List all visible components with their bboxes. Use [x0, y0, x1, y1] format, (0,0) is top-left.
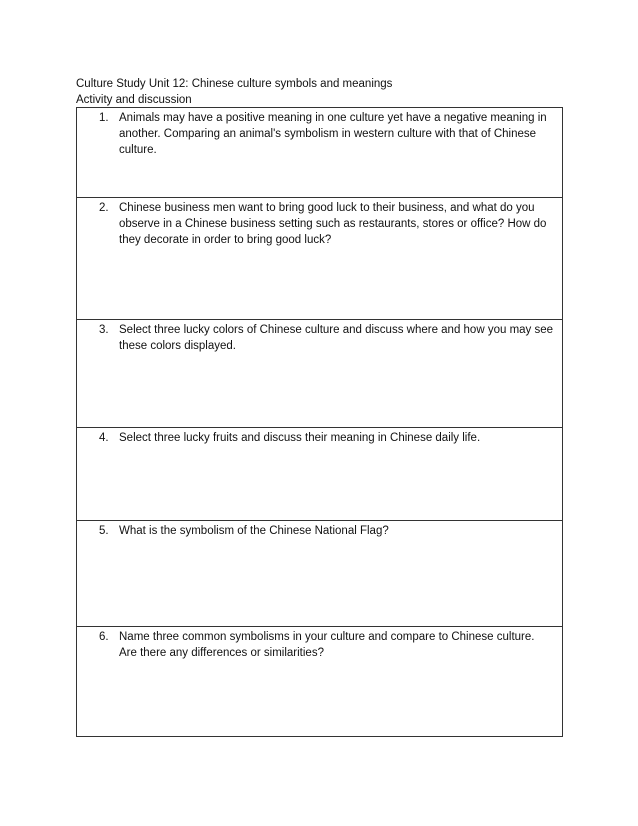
- question-number: 1.: [99, 112, 109, 124]
- question-cell-2[interactable]: [77, 198, 563, 320]
- question-text: Select three lucky fruits and discuss their meaning in Chinese daily life.: [119, 432, 481, 444]
- question-row: [77, 320, 563, 428]
- question-cell-1[interactable]: [77, 108, 563, 198]
- question-table: [76, 107, 563, 737]
- page-title: Culture Study Unit 12: Chinese culture symbols and meanings: [76, 78, 393, 90]
- page-subtitle: Activity and discussion: [76, 94, 192, 106]
- question-row: [77, 428, 563, 521]
- question-row: [77, 108, 563, 198]
- question-number: 5.: [99, 525, 109, 537]
- question-text: Animals may have a positive meaning in one culture yet have a negative meaning in another. Comparing an animal's symbolism in western culture with that of Chinese culture.: [119, 112, 547, 156]
- page-header: [76, 76, 566, 108]
- question-cell-4[interactable]: [77, 428, 563, 521]
- question-cell-3[interactable]: [77, 320, 563, 428]
- question-text: What is the symbolism of the Chinese National Flag?: [119, 525, 389, 537]
- question-row: [77, 521, 563, 627]
- question-text: Chinese business men want to bring good luck to their business, and what do you observe in a Chinese business setting such as restaurants, stores or office? How do they decorate in order to bring good luck?: [119, 202, 547, 246]
- question-number: 6.: [99, 631, 109, 643]
- question-number: 4.: [99, 432, 109, 444]
- question-cell-5[interactable]: [77, 521, 563, 627]
- question-text: Name three common symbolisms in your culture and compare to Chinese culture. Are there any differences or similarities?: [119, 631, 535, 659]
- question-row: [77, 627, 563, 737]
- question-number: 3.: [99, 324, 109, 336]
- question-number: 2.: [99, 202, 109, 214]
- question-row: [77, 198, 563, 320]
- question-cell-6[interactable]: [77, 627, 563, 737]
- question-text: Select three lucky colors of Chinese culture and discuss where and how you may see these colors displayed.: [119, 324, 554, 352]
